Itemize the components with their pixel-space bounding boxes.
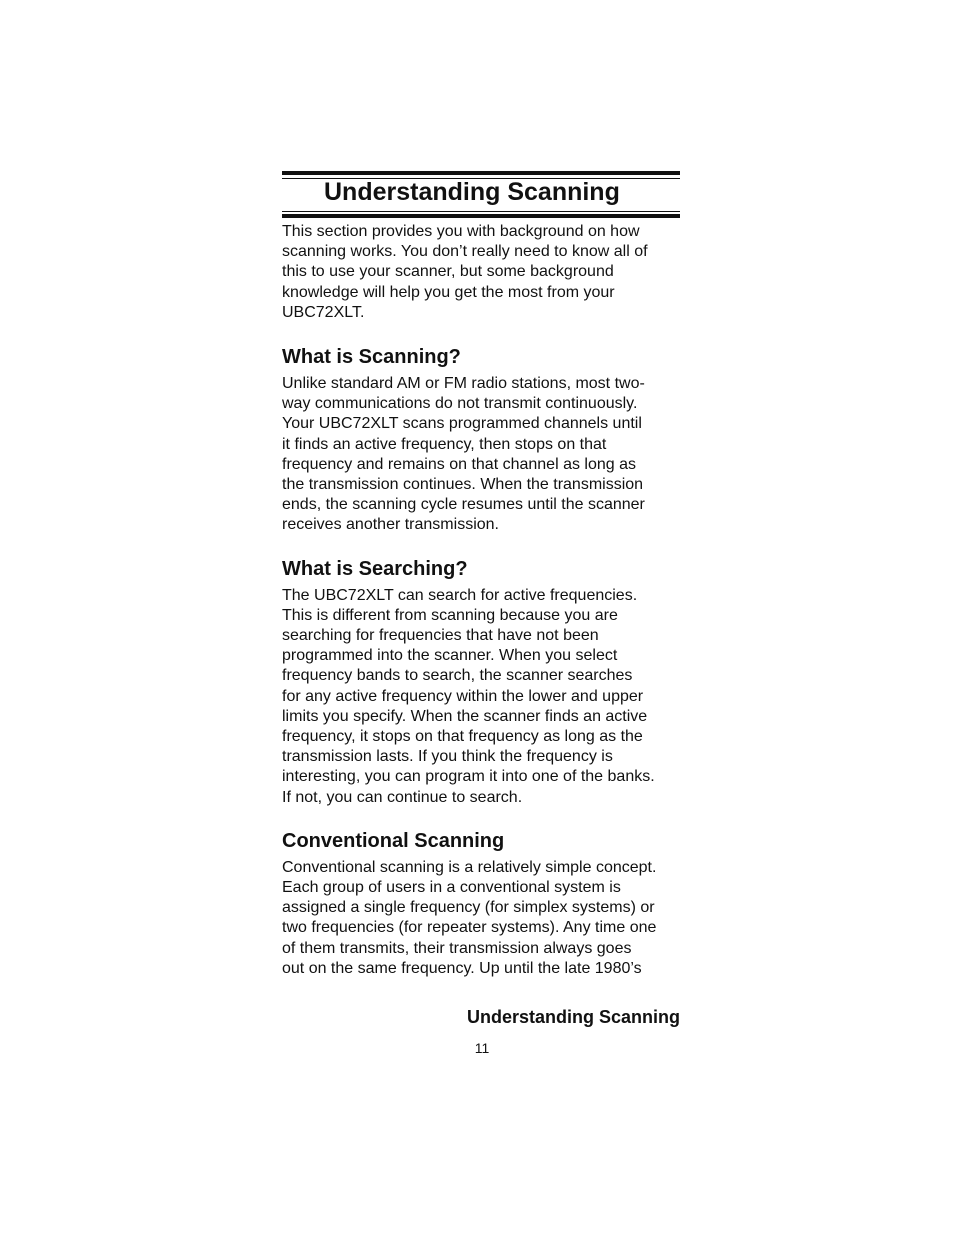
body-line: Each group of users in a conventional system is — [282, 879, 621, 897]
body-line: of them transmits, their transmission always goes — [282, 939, 632, 957]
section-heading-what-is-scanning: What is Scanning? — [282, 346, 461, 369]
body-line: frequency, it stops on that frequency as long as the — [282, 728, 643, 746]
section-body-what-is-searching — [282, 586, 680, 808]
body-line: programmed into the scanner. When you select — [282, 647, 618, 665]
chapter-title: Understanding Scanning — [324, 178, 620, 206]
section-body-what-is-scanning — [282, 374, 680, 536]
intro-line: this to use your scanner, but some background — [282, 263, 614, 281]
body-line: frequency bands to search, the scanner searches — [282, 667, 633, 685]
intro-line: UBC72XLT. — [282, 303, 365, 321]
section-heading-conventional-scanning: Conventional Scanning — [282, 829, 505, 852]
body-line: If not, you can continue to search. — [282, 788, 523, 806]
intro-paragraph — [282, 222, 680, 323]
section-body-conventional-scanning — [282, 858, 680, 979]
section-heading-what-is-searching: What is Searching? — [282, 557, 468, 580]
body-line: way communications do not transmit continuously. — [282, 395, 638, 413]
body-line: out on the same frequency. Up until the late 1980’s — [282, 959, 642, 977]
body-line: This is different from scanning because you are — [282, 606, 618, 624]
title-top-rule-thick — [282, 171, 680, 175]
body-line: Conventional scanning is a relatively simple concept. — [282, 858, 657, 876]
chapter-title-block — [282, 170, 680, 218]
body-line: receives another transmission. — [282, 516, 499, 534]
body-line: the transmission continues. When the transmission — [282, 476, 644, 494]
body-line: two frequencies (for repeater systems). Any time one — [282, 919, 657, 937]
body-line: ends, the scanning cycle resumes until the scanner — [282, 496, 645, 514]
intro-line: This section provides you with background on how — [282, 223, 640, 240]
body-line: The UBC72XLT can search for active frequencies. — [282, 586, 638, 604]
body-line: assigned a single frequency (for simplex systems) or — [282, 899, 655, 917]
title-bottom-rule-thin — [282, 211, 680, 212]
title-bottom-rule-thick — [282, 214, 680, 218]
page-column — [282, 170, 680, 979]
intro-line: knowledge will help you get the most from your — [282, 283, 615, 301]
body-line: searching for frequencies that have not been — [282, 627, 599, 645]
page-number: 11 — [474, 1040, 490, 1056]
body-line: it finds an active frequency, then stops on that — [282, 435, 607, 453]
running-footer-title: Understanding Scanning — [466, 1007, 680, 1027]
body-line: frequency and remains on that channel as long as — [282, 455, 637, 473]
body-line: interesting, you can program it into one of the banks. — [282, 768, 655, 786]
intro-line: scanning works. You don’t really need to know all of — [282, 243, 648, 261]
body-line: Unlike standard AM or FM radio stations, most two- — [282, 375, 645, 393]
body-line: Your UBC72XLT scans programmed channels until — [282, 415, 642, 433]
body-line: for any active frequency within the lower and upper — [282, 687, 644, 705]
body-line: transmission lasts. If you think the frequency is — [282, 748, 613, 766]
body-line: limits you specify. When the scanner finds an active — [282, 707, 648, 725]
